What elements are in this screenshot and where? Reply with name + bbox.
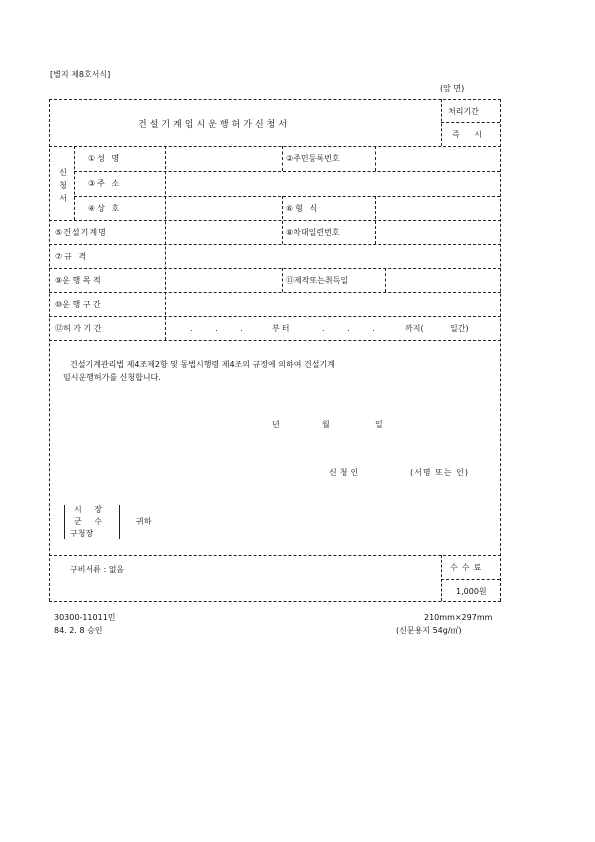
row-line-4	[49, 244, 501, 245]
period-from-word: 부터	[272, 324, 292, 333]
processing-label: 처리기간	[448, 107, 479, 116]
frame-top	[49, 99, 501, 100]
mid-divider-b2	[375, 196, 376, 244]
frame-left	[49, 99, 50, 601]
title-row-bottom	[49, 146, 501, 147]
row-line-3	[49, 220, 501, 221]
footer-approval: 84. 2. 8 승인	[54, 626, 103, 635]
recipient-county-head: 군 수	[74, 517, 107, 526]
date-year: 년	[272, 420, 280, 429]
frame-right	[500, 99, 501, 601]
model-type-label: ⑥형 식	[286, 204, 320, 213]
row-line-7	[49, 316, 501, 317]
recipient-mayor: 시 장	[74, 505, 107, 514]
row-line-2	[74, 196, 500, 197]
declaration-line-1: 건설기계관리법 제4조제2항 및 동법시행령 제4조의 규정에 의하여 건설기계	[70, 360, 335, 369]
page-side-label: (앞 면)	[440, 84, 465, 93]
purpose-label: ⑨운 행 목 적	[55, 276, 101, 285]
documents-row-top	[49, 555, 501, 556]
footer-code: 30300-11011민	[54, 613, 116, 622]
recipient-district-head: 구청장	[70, 529, 94, 538]
machine-name-label: ⑤건설기계명	[55, 228, 107, 237]
row-line-8	[49, 340, 501, 341]
recipient-suffix: 귀하	[136, 517, 152, 526]
mid-divider-a2	[375, 146, 376, 171]
date-month: 월	[322, 420, 330, 429]
applicant-label: 신청인	[329, 468, 362, 477]
period-from-dots: . . .	[190, 324, 253, 333]
specification-label: ⑦규 격	[55, 252, 89, 261]
section-label: ⑩운 행 구 간	[55, 300, 101, 309]
period-to-word: 까지(	[405, 324, 424, 333]
footer-paper: (신문용지 54g/㎡)	[396, 626, 462, 635]
required-documents: 구비서류 : 없음	[70, 565, 125, 574]
fee-mid-line	[441, 579, 500, 580]
period-label: ⑫허 가 기 간	[55, 324, 102, 333]
chassis-number-label: ⑧차대일련번호	[286, 228, 340, 237]
manufacture-date-label: ⑪제작또는취득일	[286, 276, 349, 285]
mid-divider-b	[282, 196, 283, 244]
period-days-word: 일간)	[450, 324, 469, 333]
declaration-line-2: 임시운행허가를 신청합니다.	[63, 373, 161, 382]
form-number: [별지 제8호서식]	[50, 70, 111, 79]
form-title: 건설기계임시운행허가신청서	[138, 120, 291, 130]
label-column-divider	[165, 146, 166, 340]
footer-size: 210mm×297mm	[424, 613, 493, 622]
name-label: ①성 명	[88, 154, 122, 163]
fee-value: 1,000원	[456, 587, 487, 596]
row-line-5	[49, 268, 501, 269]
trade-name-label: ④상 호	[88, 204, 122, 213]
fee-divider	[441, 555, 442, 601]
frame-bottom	[49, 601, 501, 602]
row-line-1	[74, 171, 500, 172]
row-line-6	[49, 292, 501, 293]
processing-value: 즉 시	[452, 130, 488, 139]
applicant-group-label: 신청서	[59, 168, 67, 203]
signature-note: (서명 또는 인)	[410, 468, 469, 477]
mid-divider-c2	[385, 268, 386, 292]
address-label: ③주 소	[88, 179, 122, 188]
fee-label: 수수료	[450, 563, 486, 572]
applicant-group-divider	[74, 146, 75, 220]
processing-mid-line	[441, 122, 500, 123]
mid-divider-a	[282, 146, 283, 171]
period-to-dots: . . .	[322, 324, 385, 333]
date-day: 일	[375, 420, 383, 429]
resident-number-label: ②주민등록번호	[286, 154, 340, 163]
mid-divider-c	[282, 268, 283, 292]
